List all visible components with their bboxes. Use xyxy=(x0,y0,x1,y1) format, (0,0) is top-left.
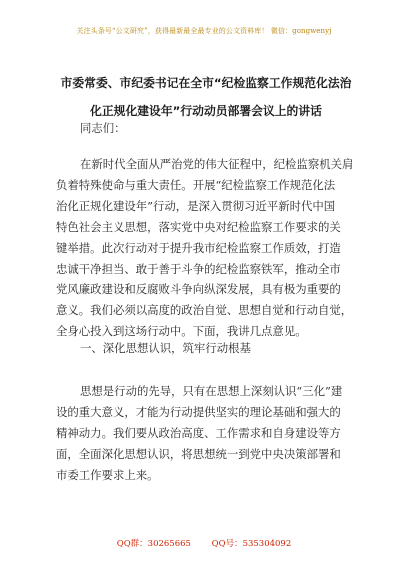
qq-group: QQ群：30265665 xyxy=(116,539,191,549)
top-banner: 关注头条号“公文研究”，获得最新最全最专业的公文资料库！ 微信：gongwenyj xyxy=(76,27,332,35)
paragraph-line: 市委工作要求上来。 xyxy=(56,467,159,482)
footer-contact xyxy=(0,537,408,549)
paragraph-line: 全身心投入到这场行动中。下面，我讲几点意见。 xyxy=(56,324,307,339)
qq-number: QQ号：535304092 xyxy=(211,539,292,549)
title-line-1: 市委常委、市纪委书记在全市“纪检监察工作规范化法治 xyxy=(60,76,352,90)
salutation: 同志们： xyxy=(80,121,126,135)
paragraph-line: 特色社会主义思想，落实党中央对纪检监察工作要求的关 xyxy=(56,219,341,234)
title-line-2: 化正规化建设年”行动动员部署会议上的讲话 xyxy=(90,104,322,118)
paragraph-line: 面，全面深化思想认识，将思想统一到党中央决策部署和 xyxy=(56,446,341,461)
paragraph-line: 治化正规化建设年”行动，是深入贯彻习近平新时代中国 xyxy=(56,198,336,213)
paragraph-line: 思想是行动的先导，只有在思想上深刻认识“三化”建 xyxy=(80,384,343,398)
paragraph-line: 负着特殊使命与重大责任。开展“纪检监察工作规范化法 xyxy=(56,177,336,192)
paragraph-line: 党风廉政建设和反腐败斗争向纵深发展，具有极为重要的 xyxy=(56,282,341,297)
paragraph-section-1 xyxy=(56,381,356,486)
paragraph-line: 忠诚干净担当、敢于善于斗争的纪检监察铁军，推动全市 xyxy=(56,261,341,276)
paragraph-line: 在新时代全面从严治党的伟大征程中，纪检监察机关肩 xyxy=(80,157,354,171)
paragraph-line: 键举措。此次行动对于提升我市纪检监察工作质效，打造 xyxy=(56,240,341,255)
paragraph-line: 精神动力。我们要从政治高度、工作需求和自身建设等方 xyxy=(56,425,341,440)
paragraph-intro xyxy=(56,154,356,342)
section-heading-1: 一、深化思想认识，筑牢行动根基 xyxy=(80,341,251,355)
document-title xyxy=(56,69,356,125)
paragraph-line: 意义。我们必须以高度的政治自觉、思想自觉和行动自觉， xyxy=(56,303,353,318)
paragraph-line: 设的重大意义，才能为行动提供坚实的理论基础和强大的 xyxy=(56,404,341,419)
